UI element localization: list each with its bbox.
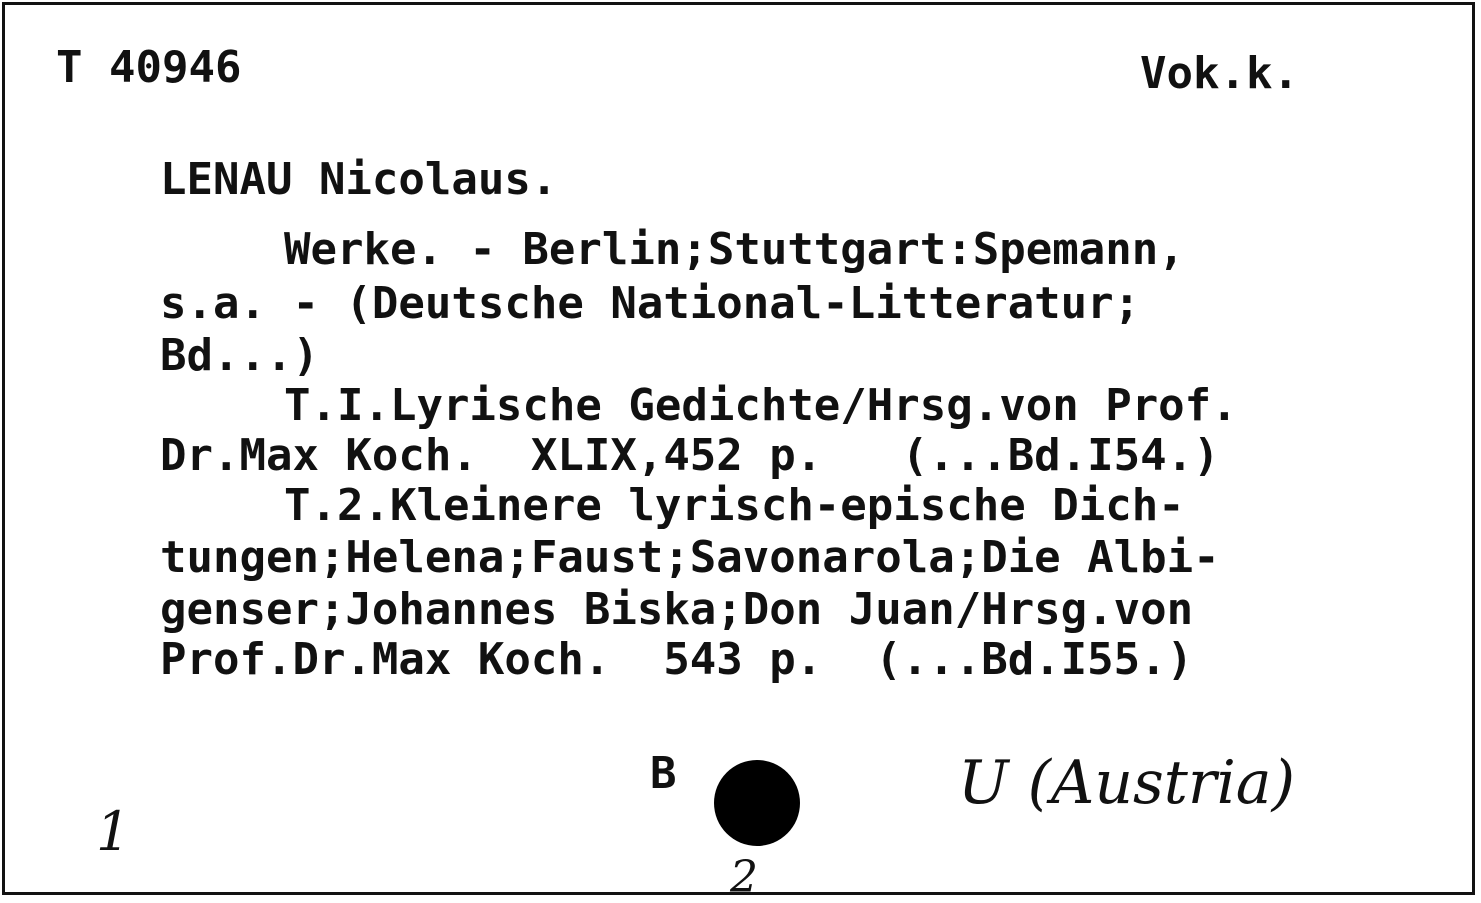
call-number: T 40946 <box>56 42 242 93</box>
entry-line: Werke. - Berlin;Stuttgart:Spemann, <box>284 224 1185 275</box>
entry-line: Prof.Dr.Max Koch. 543 p. (...Bd.I55.) <box>160 634 1194 685</box>
handwritten-numeral-left: 1 <box>96 800 131 863</box>
entry-line: genser;Johannes Biska;Don Juan/Hrsg.von <box>160 584 1194 635</box>
entry-line: Bd...) <box>160 330 319 381</box>
collection-code: Vok.k. <box>1140 48 1299 99</box>
mark-letter: B <box>650 748 677 799</box>
entry-line: Dr.Max Koch. XLIX,452 p. (...Bd.I54.) <box>160 430 1220 481</box>
entry-line: T.I.Lyrische Gedichte/Hrsg.von Prof. <box>284 380 1238 431</box>
handwritten-numeral-bottom: 2 <box>730 852 758 903</box>
author-heading: LENAU Nicolaus. <box>160 154 558 205</box>
entry-line: T.2.Kleinere lyrisch-epische Dich- <box>284 480 1185 531</box>
entry-line: tungen;Helena;Faust;Savonarola;Die Albi- <box>160 532 1220 583</box>
handwritten-note: U (Austria) <box>958 748 1295 818</box>
punched-dot-icon <box>714 760 800 846</box>
entry-line: s.a. - (Deutsche National-Litteratur; <box>160 278 1141 329</box>
